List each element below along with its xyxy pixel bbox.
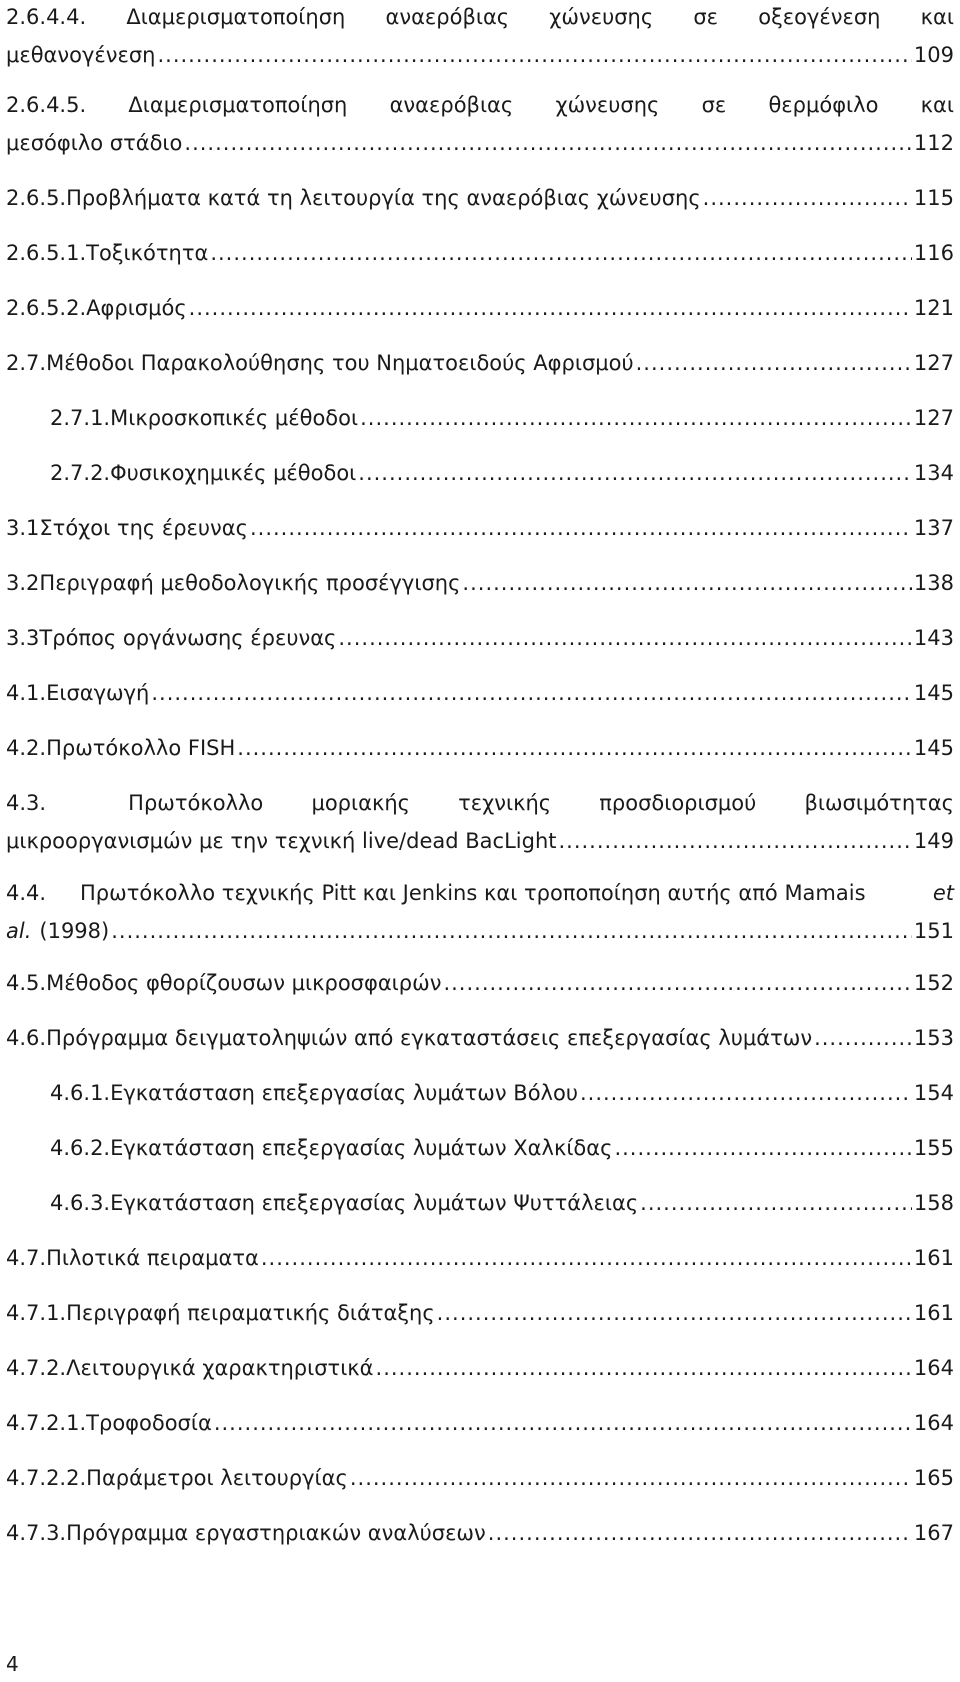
toc-title-word: Διαμερισματοποίηση xyxy=(126,5,346,29)
toc-page-number: 155 xyxy=(913,1136,954,1160)
toc-title: Λειτουργικά χαρακτηριστικά xyxy=(66,1356,374,1380)
toc-entry[interactable] xyxy=(6,621,954,655)
dot-leader xyxy=(614,1131,911,1165)
toc-title-word: αναερόβιας xyxy=(389,93,514,117)
toc-title: Εγκατάσταση επεξεργασίας λυμάτων Ψυττάλειας xyxy=(110,1191,639,1215)
toc-number: 4.7.2.2. xyxy=(6,1466,87,1490)
dot-leader xyxy=(189,291,912,325)
toc-title-word: μοριακής xyxy=(311,791,410,815)
toc-page-number: 161 xyxy=(913,1301,954,1325)
dot-leader xyxy=(358,456,912,490)
toc-number: 4.4. xyxy=(6,881,47,905)
toc-entry[interactable] xyxy=(6,566,954,600)
toc-number: 2.7.1. xyxy=(50,406,111,430)
dot-leader xyxy=(184,126,912,160)
toc-entry[interactable] xyxy=(6,1241,954,1275)
toc-entry[interactable] xyxy=(6,1461,954,1495)
toc-page-number: 151 xyxy=(913,919,954,943)
toc-page-number: 127 xyxy=(913,406,954,430)
toc-page-number: 127 xyxy=(913,351,954,375)
toc-entry[interactable] xyxy=(6,1516,954,1550)
toc-title: Περιγραφή πειραματικής διάταξης xyxy=(66,1301,435,1325)
toc-number: 4.2. xyxy=(6,736,47,760)
toc-title-word: προσδιορισμού xyxy=(599,791,757,815)
dot-leader xyxy=(111,914,912,948)
dot-leader xyxy=(462,566,911,600)
dot-leader xyxy=(558,824,911,858)
toc-title-word: Διαμερισματοποίηση xyxy=(128,93,348,117)
toc-page-number: 115 xyxy=(913,186,954,210)
toc-title: μεσόφιλο στάδιο xyxy=(6,131,183,155)
toc-title-word: βιωσιμότητας xyxy=(804,791,954,815)
toc-title: Τρόπος οργάνωσης έρευνας xyxy=(39,626,337,650)
toc-number: 2.6.5.2. xyxy=(6,296,87,320)
toc-page-number: 145 xyxy=(913,736,954,760)
dot-leader xyxy=(261,1241,912,1275)
dot-leader xyxy=(443,966,911,1000)
toc-title-word: χώνευσης xyxy=(549,5,654,29)
toc-entry[interactable] xyxy=(6,291,954,325)
toc-page-number: 167 xyxy=(913,1521,954,1545)
toc-page-number: 116 xyxy=(913,241,954,265)
toc-page-number: 152 xyxy=(913,971,954,995)
toc-entry-line[interactable] xyxy=(6,824,954,858)
toc-page-number: 112 xyxy=(913,131,954,155)
toc-title-word: και xyxy=(920,5,954,29)
toc-page-number: 154 xyxy=(913,1081,954,1105)
toc-entry-line[interactable] xyxy=(6,88,954,122)
toc-entry[interactable] xyxy=(6,1296,954,1330)
dot-leader xyxy=(703,181,912,215)
toc-entry[interactable] xyxy=(6,511,954,545)
toc-entry[interactable] xyxy=(50,401,954,435)
toc-entry[interactable] xyxy=(6,676,954,710)
toc-number: 2.6.5.1. xyxy=(6,241,87,265)
toc-title-italic: et xyxy=(932,881,954,905)
toc-number: 4.1. xyxy=(6,681,47,705)
toc-number: 4.7.1. xyxy=(6,1301,67,1325)
dot-leader xyxy=(814,1021,912,1055)
toc-title: Εισαγωγή xyxy=(46,681,150,705)
toc-title: Πρωτόκολλο τεχνικής Pitt και Jenkins και τροποποίηση αυτής από Mamais xyxy=(80,881,866,905)
toc-entry[interactable] xyxy=(6,236,954,270)
toc-entry[interactable] xyxy=(6,966,954,1000)
toc-title: Φυσικοχημικές μέθοδοι xyxy=(110,461,357,485)
toc-entry[interactable] xyxy=(6,346,954,380)
toc-entry[interactable] xyxy=(6,1406,954,1440)
toc-number: 2.7.2. xyxy=(50,461,111,485)
dot-leader xyxy=(214,1406,912,1440)
toc-title: Πρωτόκολλο FISH xyxy=(46,736,236,760)
toc-title: Εγκατάσταση επεξεργασίας λυμάτων Χαλκίδας xyxy=(110,1136,613,1160)
dot-leader xyxy=(151,676,912,710)
toc-number: 2.6.4.4. xyxy=(6,5,87,29)
toc-title: Παράμετροι λειτουργίας xyxy=(86,1466,348,1490)
toc-title-word: θερμόφιλο xyxy=(768,93,879,117)
toc-number: 2.6.4.5. xyxy=(6,93,87,117)
toc-title: Αφρισμός xyxy=(86,296,187,320)
toc-page-number: 137 xyxy=(913,516,954,540)
toc-title-word: αναερόβιας xyxy=(385,5,510,29)
toc-title: μικροοργανισμών με την τεχνική live/dead BacLight xyxy=(6,829,557,853)
toc-number: 4.6.1. xyxy=(50,1081,111,1105)
toc-page-number: 145 xyxy=(913,681,954,705)
toc-number: 4.3. xyxy=(6,791,47,815)
toc-entry[interactable] xyxy=(6,181,954,215)
toc-title-word: και xyxy=(920,93,954,117)
toc-number: 4.6.2. xyxy=(50,1136,111,1160)
toc-number: 4.7. xyxy=(6,1246,47,1270)
toc-number: 4.6.3. xyxy=(50,1191,111,1215)
toc-page-number: 165 xyxy=(913,1466,954,1490)
toc-page-number: 158 xyxy=(913,1191,954,1215)
toc-title: Πιλοτικά πειραματα xyxy=(46,1246,259,1270)
toc-number: 3.1 xyxy=(6,516,40,540)
dot-leader xyxy=(360,401,912,435)
toc-page-number: 121 xyxy=(913,296,954,320)
toc-entry[interactable] xyxy=(50,456,954,490)
toc-title: Τροφοδοσία xyxy=(86,1411,212,1435)
toc-page-number: 109 xyxy=(913,43,954,67)
toc-number: 2.7. xyxy=(6,351,47,375)
toc-title-word: σε xyxy=(701,93,727,117)
dot-leader xyxy=(210,236,912,270)
toc-title: Στόχοι της έρευνας xyxy=(39,516,248,540)
dot-leader xyxy=(376,1351,912,1385)
toc-page-number: 138 xyxy=(913,571,954,595)
toc-title: Εγκατάσταση επεξεργασίας λυμάτων Βόλου xyxy=(110,1081,578,1105)
toc-entry-line[interactable] xyxy=(6,786,954,820)
toc-title: μεθανογένεση xyxy=(6,43,156,67)
toc-entry-line[interactable] xyxy=(6,126,954,160)
toc-page-number: 164 xyxy=(913,1356,954,1380)
toc-entry[interactable] xyxy=(50,1076,954,1110)
toc-entry-line[interactable] xyxy=(6,876,954,910)
toc-page-number: 153 xyxy=(913,1026,954,1050)
toc-number: 3.3 xyxy=(6,626,40,650)
toc-number: 4.7.3. xyxy=(6,1521,67,1545)
toc-entry[interactable] xyxy=(6,731,954,765)
toc-number: 2.6.5. xyxy=(6,186,67,210)
dot-leader xyxy=(636,346,912,380)
toc-title: Πρόγραμμα εργαστηριακών αναλύσεων xyxy=(66,1521,486,1545)
toc-entry-line[interactable] xyxy=(6,914,954,948)
toc-page-number: 161 xyxy=(913,1246,954,1270)
toc-number: 3.2 xyxy=(6,571,40,595)
toc-title: Μικροσκοπικές μέθοδοι xyxy=(110,406,359,430)
toc-title: Τοξικότητα xyxy=(86,241,209,265)
toc-title-word: σε xyxy=(693,5,719,29)
toc-number: 4.6. xyxy=(6,1026,47,1050)
toc-entry[interactable] xyxy=(50,1186,954,1220)
toc-page-number: 149 xyxy=(913,829,954,853)
toc-title-word: οξεογένεση xyxy=(758,5,881,29)
toc-number: 4.7.2.1. xyxy=(6,1411,87,1435)
toc-title: Προβλήματα κατά τη λειτουργία της αναερόβιας χώνευσης xyxy=(66,186,701,210)
toc-entry-line[interactable] xyxy=(6,0,954,34)
toc-title-word: χώνευσης xyxy=(555,93,660,117)
toc-number: 4.7.2. xyxy=(6,1356,67,1380)
toc-title: Πρόγραμμα δειγματοληψιών από εγκαταστάσεις επεξεργασίας λυμάτων xyxy=(46,1026,813,1050)
toc-page-number: 143 xyxy=(913,626,954,650)
dot-leader xyxy=(157,38,911,72)
dot-leader xyxy=(350,1461,912,1495)
dot-leader xyxy=(237,731,912,765)
dot-leader xyxy=(437,1296,912,1330)
toc-title-word: τεχνικής xyxy=(458,791,552,815)
toc-entry[interactable] xyxy=(6,1021,954,1055)
toc-page-number: 134 xyxy=(913,461,954,485)
dot-leader xyxy=(338,621,912,655)
dot-leader xyxy=(580,1076,912,1110)
toc-entry[interactable] xyxy=(6,1351,954,1385)
toc-page-number: 164 xyxy=(913,1411,954,1435)
dot-leader xyxy=(488,1516,912,1550)
toc-title: Περιγραφή μεθοδολογικής προσέγγισης xyxy=(39,571,461,595)
dot-leader xyxy=(640,1186,912,1220)
toc-title: Μέθοδοι Παρακολούθησης του Νηματοειδούς Αφρισμού xyxy=(46,351,634,375)
toc-entry[interactable] xyxy=(50,1131,954,1165)
toc-title-italic: al. xyxy=(6,919,32,943)
toc-entry-line[interactable] xyxy=(6,38,954,72)
page-footer-number: 4 xyxy=(6,1652,19,1676)
toc-number: 4.5. xyxy=(6,971,47,995)
toc-title: Μέθοδος φθορίζουσων μικροσφαιρών xyxy=(46,971,442,995)
toc-title-word: Πρωτόκολλο xyxy=(128,791,264,815)
toc-title: (1998) xyxy=(39,919,110,943)
dot-leader xyxy=(250,511,912,545)
